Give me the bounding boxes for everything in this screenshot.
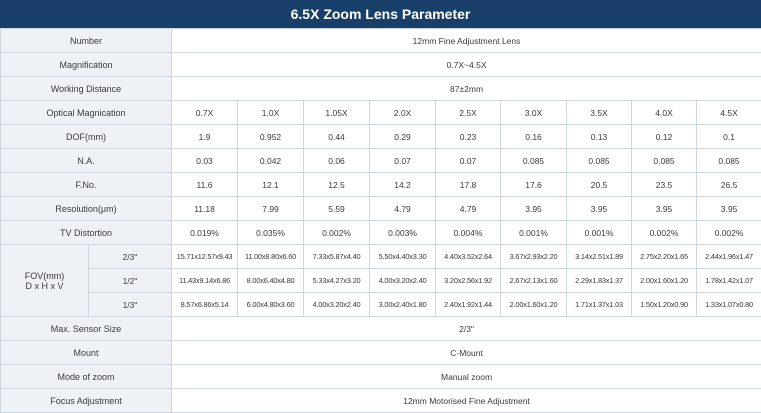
cell: 26.5	[697, 173, 761, 197]
cell: 0.07	[436, 149, 501, 173]
fov-label	[1, 245, 89, 317]
cell: 0.035%	[238, 221, 304, 245]
cell: 3.95	[567, 197, 632, 221]
cell: 5.50x4.40x3.30	[370, 245, 436, 269]
cell: 0.085	[567, 149, 632, 173]
row-label: Max. Sensor Size	[1, 317, 172, 341]
cell: 2.29x1.83x1.37	[567, 269, 632, 293]
cell: 4.00x3.20x2.40	[304, 293, 370, 317]
cell: 8.00x6.40x4.80	[238, 269, 304, 293]
cell: 0.1	[697, 125, 761, 149]
cell: 0.07	[370, 149, 436, 173]
fov-label-line2: D x H x V	[1, 281, 88, 291]
cell: 3.95	[697, 197, 761, 221]
row-focus-adjustment	[1, 389, 761, 413]
row-label: Magnification	[1, 53, 172, 77]
cell: 11.18	[172, 197, 238, 221]
cell: 0.7X	[172, 101, 238, 125]
cell: 1.50x1.20x0.90	[632, 293, 697, 317]
cell: 11.00x8.80x6.60	[238, 245, 304, 269]
row-fov-1-3	[1, 293, 761, 317]
cell: 1.05X	[304, 101, 370, 125]
cell: 6.00x4.80x3.60	[238, 293, 304, 317]
cell: 4.0X	[632, 101, 697, 125]
cell: 1.33x1.07x0.80	[697, 293, 761, 317]
cell: 2.00x1.60x1.20	[501, 293, 567, 317]
cell: 0.13	[567, 125, 632, 149]
cell: 0.085	[632, 149, 697, 173]
cell: 5.59	[304, 197, 370, 221]
cell: 0.019%	[172, 221, 238, 245]
cell: 2.44x1.96x1.47	[697, 245, 761, 269]
row-mount	[1, 341, 761, 365]
row-label: Optical Magnication	[1, 101, 172, 125]
cell: 2.5X	[436, 101, 501, 125]
row-label: TV Distortion	[1, 221, 172, 245]
row-value: 87±2mm	[172, 77, 761, 101]
cell: 0.03	[172, 149, 238, 173]
row-value: 0.7X~4.5X	[172, 53, 761, 77]
cell: 0.16	[501, 125, 567, 149]
table-title-text: 6.5X Zoom Lens Parameter	[291, 6, 471, 22]
row-label: DOF(mm)	[1, 125, 172, 149]
sensor-size-label: 1/3"	[89, 293, 172, 317]
row-value: 12mm Fine Adjustment Lens	[172, 29, 761, 53]
cell: 2.67x2.13x1.60	[501, 269, 567, 293]
cell: 3.0X	[501, 101, 567, 125]
cell: 0.952	[238, 125, 304, 149]
row-optical-magnification	[1, 101, 761, 125]
row-max-sensor-size	[1, 317, 761, 341]
cell: 3.5X	[567, 101, 632, 125]
cell: 0.004%	[436, 221, 501, 245]
cell: 11.6	[172, 173, 238, 197]
cell: 2.75x2.20x1.65	[632, 245, 697, 269]
cell: 15.71x12.57x9.43	[172, 245, 238, 269]
cell: 3.00x2.40x1.80	[370, 293, 436, 317]
row-tv-distortion	[1, 221, 761, 245]
cell: 7.33x5.87x4.40	[304, 245, 370, 269]
cell: 14.2	[370, 173, 436, 197]
cell: 0.001%	[501, 221, 567, 245]
row-fov-2-3	[1, 245, 761, 269]
cell: 0.002%	[304, 221, 370, 245]
cell: 5.33x4.27x3.20	[304, 269, 370, 293]
row-label: Mount	[1, 341, 172, 365]
row-label: Number	[1, 29, 172, 53]
cell: 7.99	[238, 197, 304, 221]
cell: 17.6	[501, 173, 567, 197]
row-label: Resolution(μm)	[1, 197, 172, 221]
cell: 0.23	[436, 125, 501, 149]
cell: 1.0X	[238, 101, 304, 125]
row-value: Manual zoom	[172, 365, 761, 389]
cell: 12.5	[304, 173, 370, 197]
row-value: 12mm Motorised Fine Adjustment	[172, 389, 761, 413]
cell: 1.9	[172, 125, 238, 149]
cell: 0.29	[370, 125, 436, 149]
cell: 1.78x1.42x1.07	[697, 269, 761, 293]
cell: 4.5X	[697, 101, 761, 125]
cell: 23.5	[632, 173, 697, 197]
cell: 1.71x1.37x1.03	[567, 293, 632, 317]
row-magnification	[1, 53, 761, 77]
row-mode-of-zoom	[1, 365, 761, 389]
row-label: N.A.	[1, 149, 172, 173]
cell: 0.003%	[370, 221, 436, 245]
cell: 2.0X	[370, 101, 436, 125]
row-fno	[1, 173, 761, 197]
row-value: C-Mount	[172, 341, 761, 365]
table-title	[0, 0, 761, 28]
cell: 12.1	[238, 173, 304, 197]
row-value: 2/3"	[172, 317, 761, 341]
cell: 0.042	[238, 149, 304, 173]
cell: 2.40x1.92x1.44	[436, 293, 501, 317]
cell: 4.00x3.20x2.40	[370, 269, 436, 293]
row-fov-1-2	[1, 269, 761, 293]
cell: 8.57x6.86x5.14	[172, 293, 238, 317]
cell: 3.95	[501, 197, 567, 221]
row-number	[1, 29, 761, 53]
row-label: Working Distance	[1, 77, 172, 101]
sensor-size-label: 2/3"	[89, 245, 172, 269]
row-label: Mode of zoom	[1, 365, 172, 389]
sensor-size-label: 1/2"	[89, 269, 172, 293]
parameter-table	[0, 28, 761, 413]
cell: 4.40x3.52x2.64	[436, 245, 501, 269]
cell: 0.001%	[567, 221, 632, 245]
cell: 20.5	[567, 173, 632, 197]
row-resolution	[1, 197, 761, 221]
cell: 0.085	[697, 149, 761, 173]
cell: 0.002%	[632, 221, 697, 245]
row-na	[1, 149, 761, 173]
cell: 0.12	[632, 125, 697, 149]
row-working-distance	[1, 77, 761, 101]
cell: 0.002%	[697, 221, 761, 245]
cell: 0.085	[501, 149, 567, 173]
cell: 17.8	[436, 173, 501, 197]
cell: 2.00x1.60x1.20	[632, 269, 697, 293]
cell: 0.44	[304, 125, 370, 149]
row-label: Focus Adjustment	[1, 389, 172, 413]
cell: 0.06	[304, 149, 370, 173]
cell: 3.67x2.93x2.20	[501, 245, 567, 269]
row-dof	[1, 125, 761, 149]
cell: 3.95	[632, 197, 697, 221]
cell: 4.79	[436, 197, 501, 221]
cell: 3.14x2.51x1.89	[567, 245, 632, 269]
cell: 11.43x9.14x6.86	[172, 269, 238, 293]
cell: 3.20x2.56x1.92	[436, 269, 501, 293]
row-label: F.No.	[1, 173, 172, 197]
fov-label-line1: FOV(mm)	[1, 271, 88, 281]
cell: 4.79	[370, 197, 436, 221]
